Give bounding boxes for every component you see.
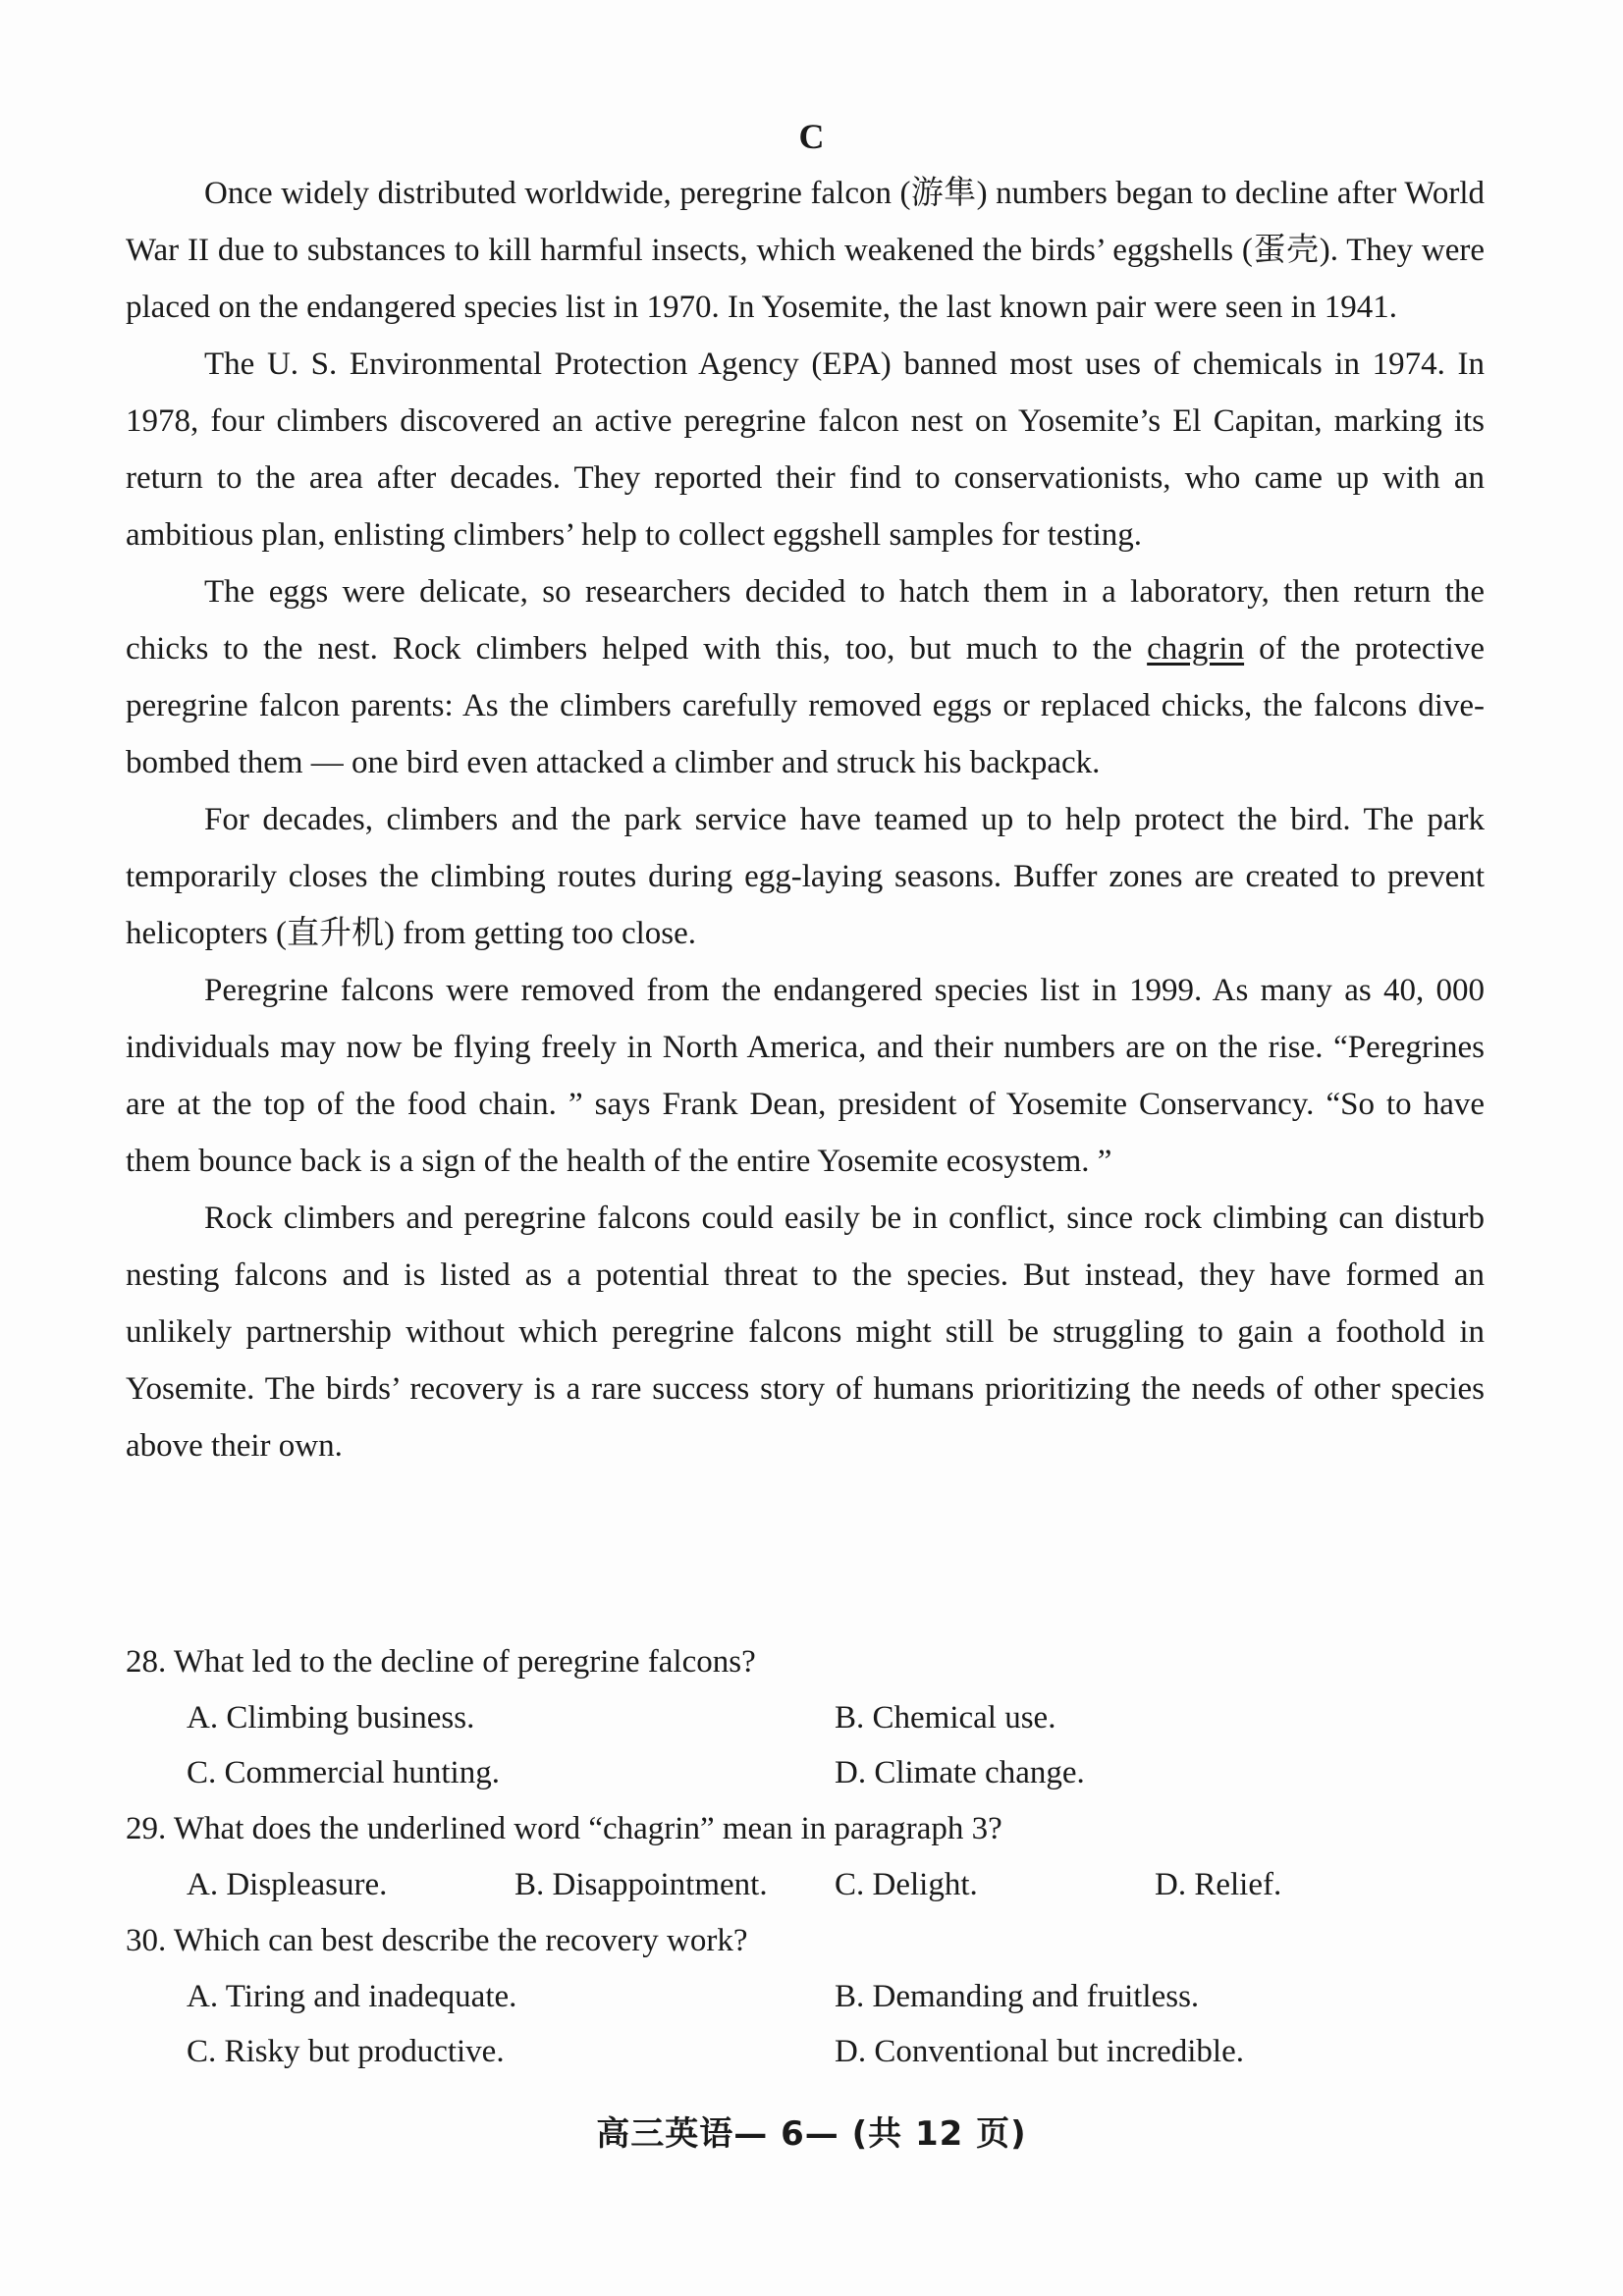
question-29-options-row <box>126 1857 1485 1912</box>
paragraph-3-text-after: of the protective peregrine falcon parents: As the climbers carefully removed eggs or replaced chicks, the falcons dive-bombed them — one bird even attacked a climber and struck his backpack. <box>126 631 1485 780</box>
question-29-option-c: C. Delight. <box>835 1867 978 1902</box>
question-30-option-c: C. Risky but productive. <box>187 2034 505 2069</box>
question-30-option-d: D. Conventional but incredible. <box>835 2034 1244 2069</box>
question-29-option-b: B. Disappointment. <box>514 1867 768 1902</box>
question-30-options-row-1 <box>126 1969 1485 2024</box>
question-30-option-a: A. Tiring and inadequate. <box>187 1979 517 2014</box>
paragraph-3 <box>126 563 1485 791</box>
page-footer: 高三英语— 6— (共 12 页) <box>596 2114 1027 2154</box>
question-30-option-b: B. Demanding and fruitless. <box>835 1979 1200 2014</box>
underlined-word-chagrin: chagrin <box>1147 631 1245 667</box>
paragraph-4: For decades, climbers and the park service have teamed up to help protect the bird. The park temporarily closes the climbing routes during egg-laying seasons. Buffer zones are created to prevent helicopters (直升机) from getting too close. <box>126 802 1485 951</box>
paragraph-1: Once widely distributed worldwide, peregrine falcon (游隼) numbers began to decline after World War II due to substances to kill harmful insects, which weakened the birds’ eggshells (蛋壳). They were placed on the endangered species list in 1970. In Yosemite, the last known pair were seen in 1941. <box>126 176 1485 325</box>
question-28-options-row-2 <box>126 1745 1485 1800</box>
question-29-stem: 29. What does the underlined word “chagrin” mean in paragraph 3? <box>126 1811 1002 1846</box>
question-28-option-c: C. Commercial hunting. <box>187 1755 500 1790</box>
question-29-option-d: D. Relief. <box>1155 1867 1282 1902</box>
question-28-option-d: D. Climate change. <box>835 1755 1085 1790</box>
paragraph-3-text-before: The eggs were delicate, so researchers decided to hatch them in a laboratory, then return the chicks to the nest. Rock climbers helped with this, too, but much to the <box>126 574 1485 667</box>
paragraph-2: The U. S. Environmental Protection Agency (EPA) banned most uses of chemicals in 1974. In 1978, four climbers discovered an active peregrine falcon nest on Yosemite’s El Capitan, marking its return to the area after decades. They reported their find to conservationists, who came up with an ambitious plan, enlisting climbers’ help to collect eggshell samples for testing. <box>126 347 1485 553</box>
reading-passage <box>126 165 1485 1474</box>
question-30-stem: 30. Which can best describe the recovery work? <box>126 1923 748 1958</box>
paragraph-6: Rock climbers and peregrine falcons could easily be in conflict, since rock climbing can disturb nesting falcons and is listed as a potential threat to the species. But instead, they have formed an unlikely partnership without which peregrine falcons might still be struggling to gain a foothold in Yosemite. The birds’ recovery is a rare success story of humans prioritizing the needs of other species above their own. <box>126 1201 1485 1464</box>
question-list <box>126 1633 1485 2079</box>
question-28-option-b: B. Chemical use. <box>835 1700 1056 1735</box>
question-29-option-a: A. Displeasure. <box>187 1867 388 1902</box>
section-heading: C <box>798 117 825 156</box>
paragraph-5: Peregrine falcons were removed from the endangered species list in 1999. As many as 40, 000 individuals may now be flying freely in North America, and their numbers are on the rise. “Peregrines are at the top of the food chain. ” says Frank Dean, president of Yosemite Conservancy. “So to have them bounce back is a sign of the health of the entire Yosemite ecosystem. ” <box>126 973 1485 1179</box>
question-28-option-a: A. Climbing business. <box>187 1700 475 1735</box>
question-28-stem: 28. What led to the decline of peregrine falcons? <box>126 1644 756 1680</box>
question-30-options-row-2 <box>126 2024 1485 2079</box>
question-28-options-row-1 <box>126 1690 1485 1745</box>
